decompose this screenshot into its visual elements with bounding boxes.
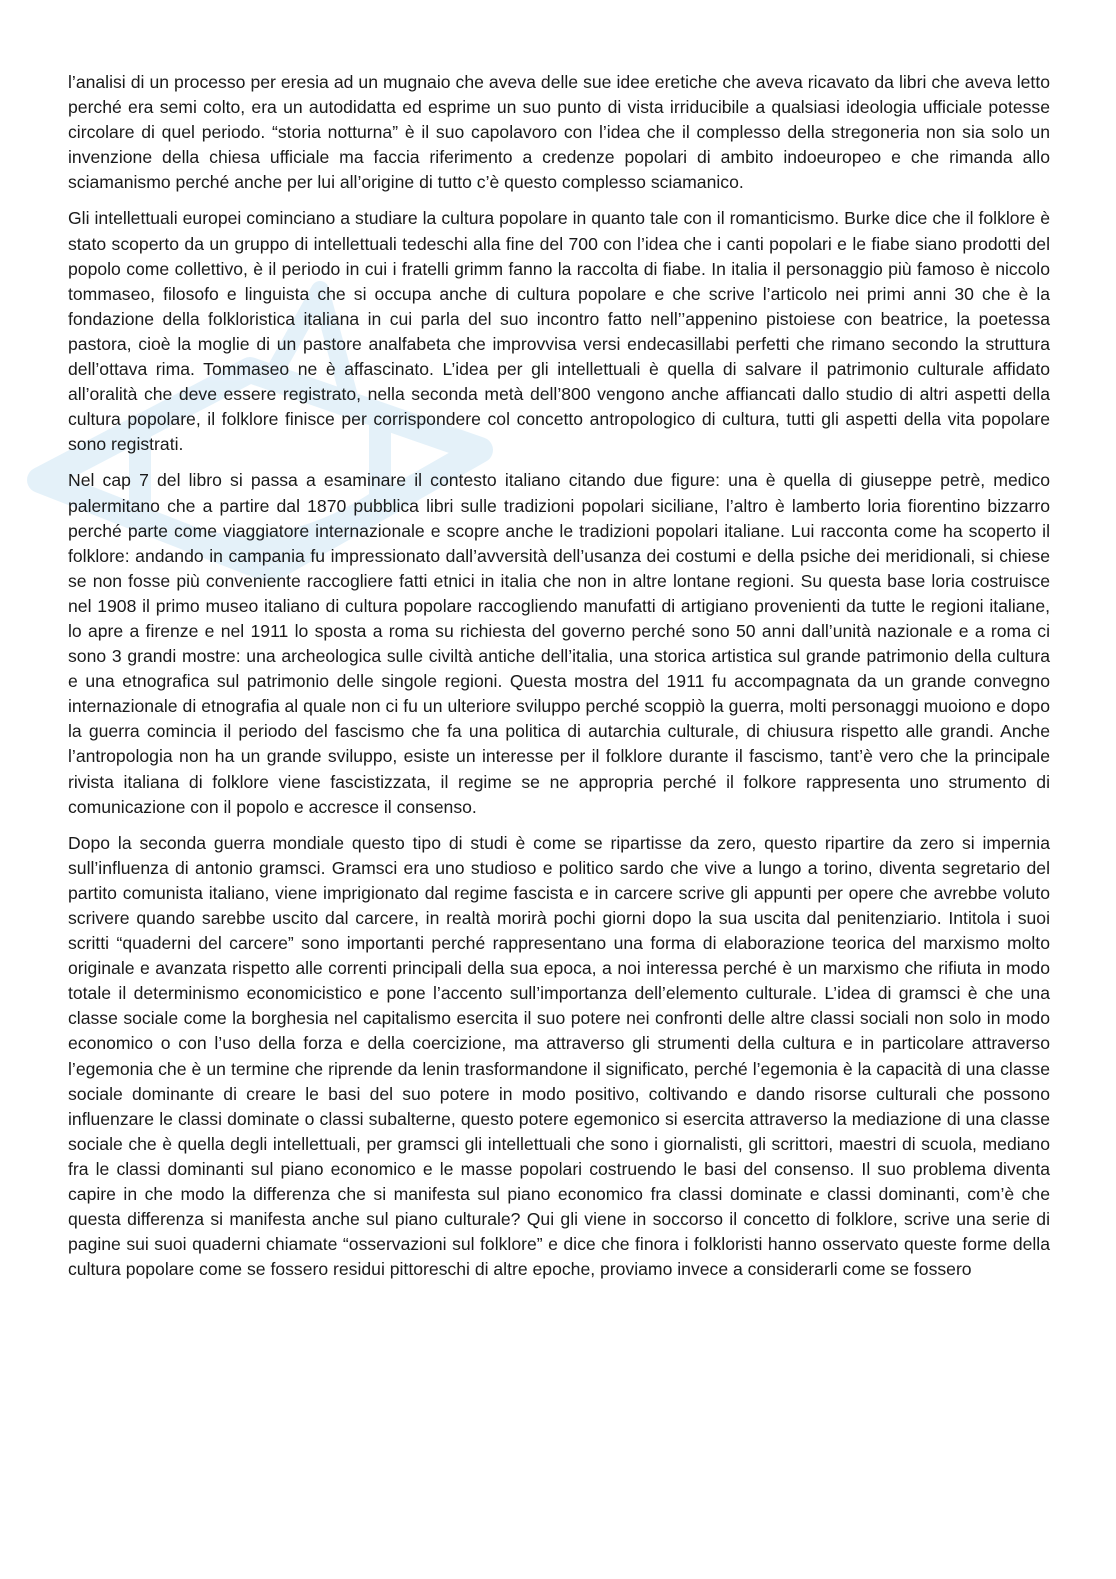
paragraph-2: Gli intellettuali europei cominciano a studiare la cultura popolare in quanto tale con il romanticismo. Burke dice che il folklore è stato scoperto da un gruppo di intellettuali tedeschi alla fine del 700 con l’idea che i canti popolari e le fiabe siano prodotti del popolo come collettivo, è il periodo in cui i fratelli grimm fanno la raccolta di fiabe. In italia il personaggio più famoso è niccolo tommaseo, filosofo e linguista che si occupa anche di cultura popolare e che scrive l’articolo nei primi anni 30 che è la fondazione della folkloristica italiana in cui parla del suo incontro fatto nell’’appenino pistoiese con beatrice, la poetessa pastora, cioè la moglie di un pastore analfabeta che improvvisa versi endecasillabi perfetti che rimano secondo la struttura dell’ottava rima. Tommaseo ne è affascinato. L’idea per gli intellettuali è quella di salvare il patrimonio culturale affidato all’oralità che deve essere registrato, nella seconda metà dell’800 vengono anche affiancati dallo studio di altri aspetti della cultura popolare, il folklore finisce per corrispondere col concetto antropologico di cultura, tutti gli aspetti della vita popolare sono registrati.	[68, 208, 1050, 455]
paragraph-3: Nel cap 7 del libro si passa a esaminare il contesto italiano citando due figure: una è quella di giuseppe petrè, medico palermitano che a partire dal 1870 pubblica libri sulle tradizioni popolari siciliane, l’altro è lamberto loria fiorentino bizzarro perché parte come viaggiatore internazionale e scopre anche le tradizioni popolari italiane. Lui racconta come ha scoperto il folklore: andando in campania fu impressionato dall’avversità dell’usanza dei costumi e della psiche dei meridionali, si chiese se non fosse più conveniente raccogliere fatti etnici in italia che non in altre lontane regioni. Su questa base loria costruisce nel 1908 il primo museo italiano di cultura popolare raccogliendo manufatti di artigiano provenienti da tutte le regioni italiane, lo apre a firenze e nel 1911 lo sposta a roma su richiesta del governo perché sono 50 anni dall’unità nazionale e a roma ci sono 3 grandi mostre: una archeologica sulle civiltà antiche dell’italia, una storica artistica sul grande patrimonio della cultura e una etnografica sul patrimonio delle singole regioni. Questa mostra del 1911 fu accompagnata da un grande convegno internazionale di etnografia al quale non ci fu un ulteriore sviluppo perché scoppiò la guerra, molti personaggi muoiono e dopo la guerra comincia il periodo del fascismo che fa una politica di autarchia culturale, di chiusura rispetto alle grandi. Anche l’antropologia non ha un grande sviluppo, esiste un interesse per il folklore durante il fascismo, tant’è vero che la principale rivista italiana di folklore viene fascistizzata, il regime se ne appropria perché il folkore rappresenta uno strumento di comunicazione con il popolo e accresce il consenso.	[68, 470, 1050, 817]
paragraph-4: Dopo la seconda guerra mondiale questo tipo di studi è come se ripartisse da zero, questo ripartire da zero si impernia sull’influenza di antonio gramsci. Gramsci era uno studioso e politico sardo che vive a lungo a torino, diventa segretario del partito comunista italiano, viene imprigionato dal regime fascista e in carcere scrive gli appunti per opere che avrebbe voluto scrivere quando sarebbe uscito dal carcere, in realtà morirà pochi giorni dopo la sua uscita dal penitenziario. Intitola i suoi scritti “quaderni del carcere” sono importanti perché rappresentano una forma di elaborazione teorica del marxismo molto originale e avanzata rispetto alle correnti principali della sua epoca, a noi interessa perché è un marxismo che rifiuta in modo totale il determinismo economicistico e pone l’accento sull’importanza dell’elemento culturale. L’idea di gramsci è che una classe sociale come la borghesia nel capitalismo esercita il suo potere nei confronti delle altre classi sociali non solo in modo economico o con l’uso della forza e della coercizione, ma attraverso gli strumenti della cultura e in particolare attraverso l’egemonia che è un termine che riprende da lenin trasformandone il significato, perché l’egemonia è la capacità di una classe sociale dominante di creare le basi del suo potere in modo positivo, coltivando e dando risorse culturali che possono influenzare le classi dominate o classi subalterne, questo potere egemonico si esercita attraverso la mediazione di una classe sociale che è quella degli intellettuali, per gramsci gli intellettuali che sono i giornalisti, gli scrittori, maestri di scuola, mediano fra le classi dominanti sul piano economico e le masse popolari costruendo le basi del consenso. Il suo problema diventa capire in che modo la differenza che si manifesta sul piano economico fra classi dominate e classi dominanti, com’è che questa differenza si manifesta anche sul piano culturale? Qui gli viene in soccorso il concetto di folklore, scrive una serie di pagine sui suoi quaderni chiamate “osservazioni sul folklore” e dice che finora i folkloristi hanno osservato queste forme della cultura popolare come se fossero residui pittoreschi di altre epoche, proviamo invece a considerarli come se fossero	[68, 832, 1050, 1280]
document-body	[68, 70, 1050, 1293]
paragraph-1: l’analisi di un processo per eresia ad un mugnaio che aveva delle sue idee eretiche che aveva ricavato da libri che aveva letto perché era semi colto, era un autodidatta ed esprime un suo punto di vista irriducibile a qualsiasi ideologia ufficiale potesse circolare di quel periodo. “storia notturna” è il suo capolavoro con l’idea che il complesso della stregoneria non sia solo un invenzione della chiesa ufficiale ma faccia riferimento a credenze popolari di ambito indoeuropeo e che rimanda allo sciamanismo perché anche per lui all’origine di tutto c’è questo complesso sciamanico.	[68, 72, 1050, 193]
